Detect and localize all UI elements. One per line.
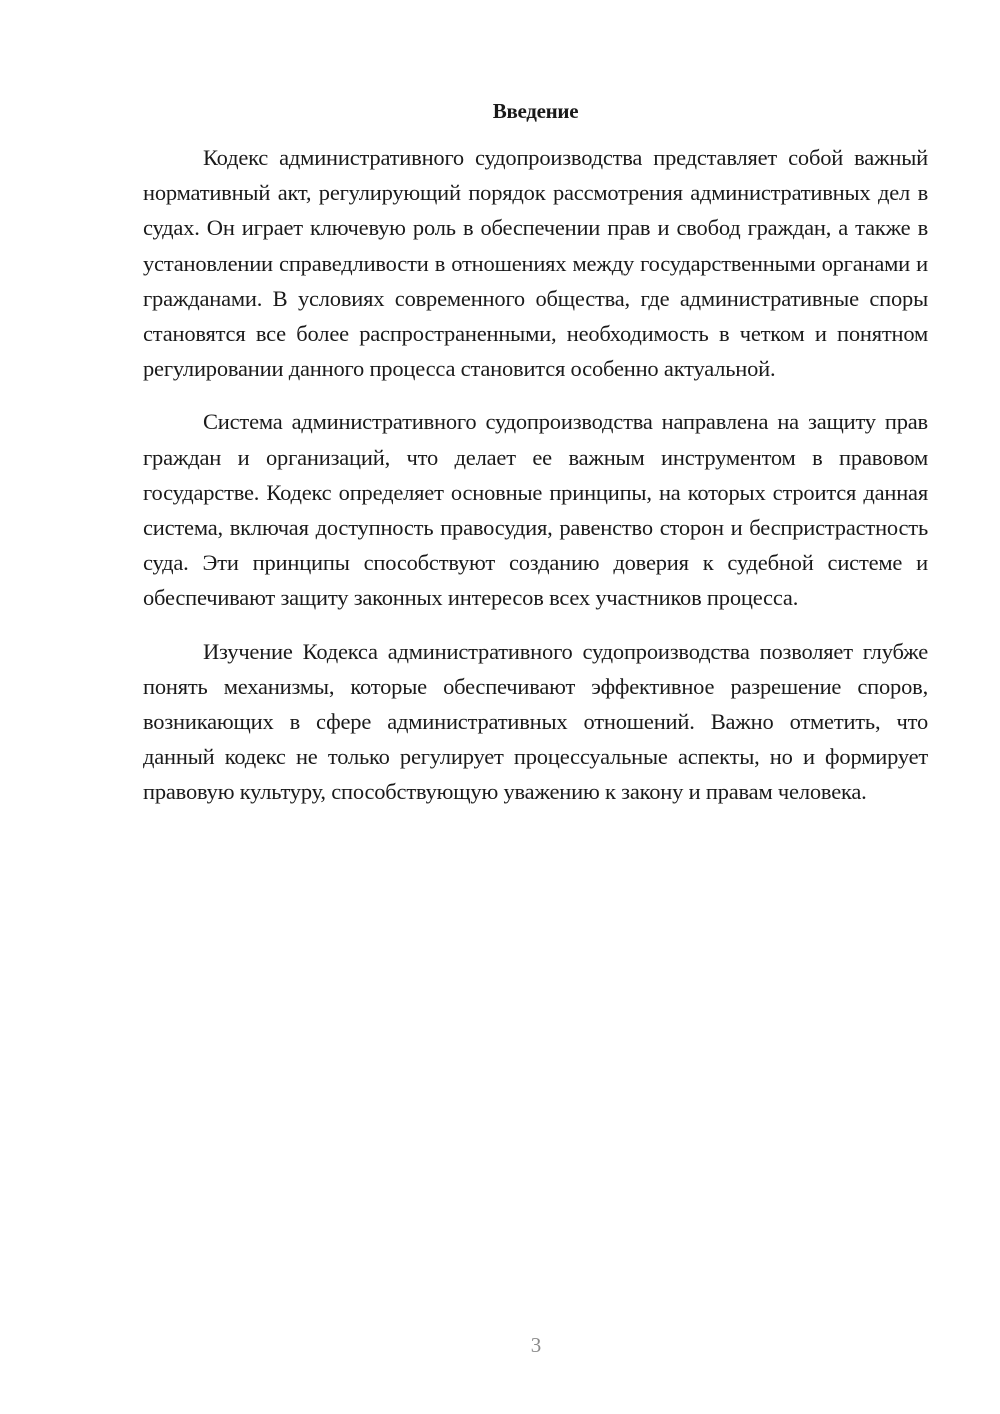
- paragraph-3: Изучение Кодекса административного судопроизводства позволяет глубже понять механизмы, которые обеспечивают эффективное разрешение споров, возникающих в сфере административных отношений. Важно отметить, что данный кодекс не только регулирует процессуальные аспекты, но и формирует правовую культуру, способствующую уважению к закону и правам человека.: [143, 638, 928, 805]
- document-page: [143, 95, 928, 810]
- paragraph-2: Система административного судопроизводства направлена на защиту прав граждан и организаций, что делает ее важным инструментом в правовом государстве. Кодекс определяет основные принципы, на которых строится данная система, включая доступность правосудия, равенство сторон и беспристрастность суда. Эти принципы способствуют созданию доверия к судебной системе и обеспечивают защиту законных интересов всех участников процесса.: [143, 409, 928, 611]
- paragraph-1: Кодекс административного судопроизводства представляет собой важный нормативный акт, регулирующий порядок рассмотрения административных дел в судах. Он играет ключевую роль в обеспечении прав и свобод граждан, а также в установлении справедливости в отношениях между государственными органами и гражданами. В условиях современного общества, где административные споры становятся все более распространенными, необходимость в четком и понятном регулировании данного процесса становится особенно актуальной.: [143, 145, 928, 382]
- page-number: 3: [530, 1333, 542, 1357]
- section-title: Введение: [492, 99, 579, 123]
